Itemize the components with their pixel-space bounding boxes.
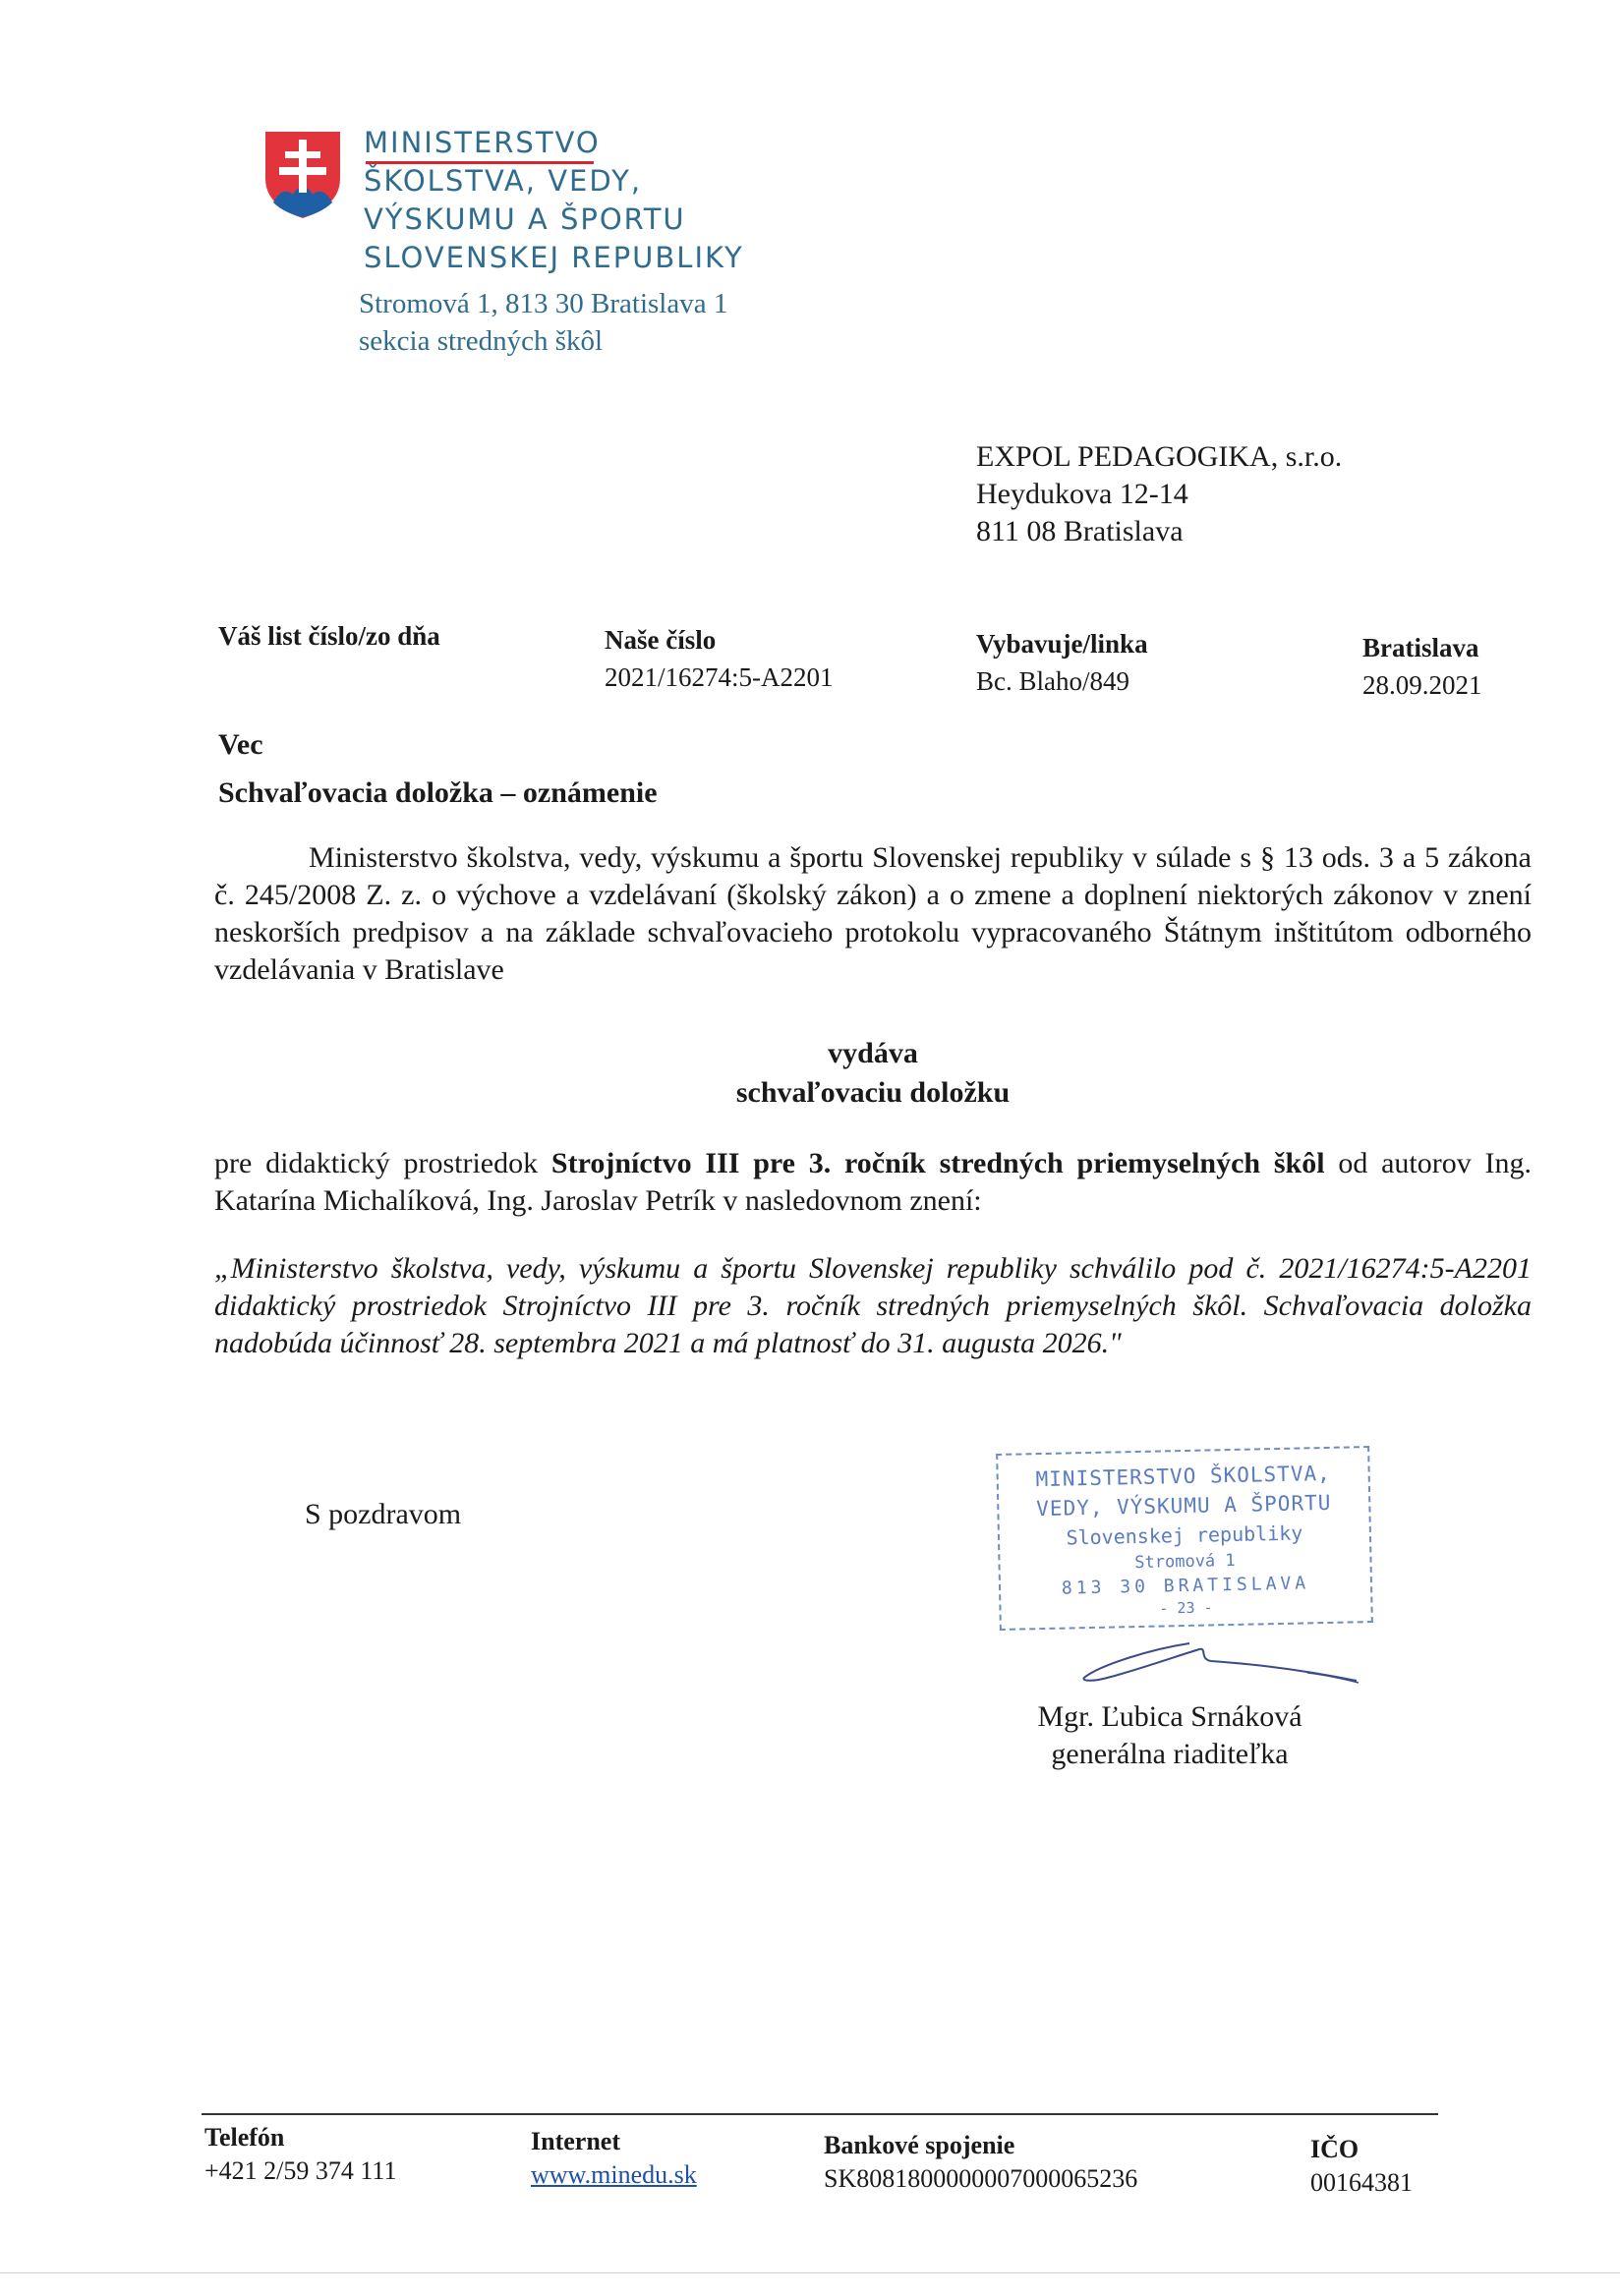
ref-our-number — [605, 621, 834, 696]
ministry-name-line: SLOVENSKEJ REPUBLIKY — [364, 241, 744, 274]
greeting: S pozdravom — [305, 1498, 462, 1530]
ministry-address — [359, 285, 727, 360]
footer-bank — [824, 2129, 1137, 2196]
address-line: sekcia stredných škôl — [359, 325, 604, 357]
subject-title: Schvaľovacia doložka – oznámenie — [218, 776, 658, 809]
recipient-line: 811 08 Bratislava — [976, 515, 1184, 547]
ref-handled-by — [976, 625, 1148, 700]
subject — [218, 720, 658, 817]
footer-internet-label: Internet — [531, 2127, 620, 2155]
subject-label: Vec — [218, 728, 263, 761]
ministry-name-line: ŠKOLSTVA, VEDY, — [364, 164, 643, 198]
ref-date — [1362, 629, 1482, 704]
recipient-address — [976, 438, 1342, 550]
ref-our-number-label: Naše číslo — [605, 625, 717, 655]
stamp-line: Slovenskej republiky — [1066, 1521, 1303, 1550]
footer-phone-label: Telefón — [204, 2123, 285, 2152]
slovak-coat-of-arms-icon — [263, 130, 342, 220]
page-bottom-line — [0, 2272, 1620, 2273]
stamp-line: - 23 - — [1159, 1598, 1213, 1618]
stamp-line: 813 30 BRATISLAVA — [1061, 1573, 1310, 1599]
ref-your-letter — [218, 617, 440, 655]
footer-internet — [531, 2125, 697, 2192]
footer-ico-label: IČO — [1310, 2135, 1360, 2163]
footer-bank-value: SK8081800000007000065236 — [824, 2164, 1138, 2193]
signer — [983, 1698, 1357, 1773]
ref-your-letter-label: Váš list číslo/zo dňa — [218, 621, 440, 651]
footer-website-link[interactable]: www.minedu.sk — [531, 2160, 697, 2189]
stamp-line: Stromová 1 — [1134, 1550, 1236, 1574]
ref-handled-by-label: Vybavuje/linka — [976, 629, 1148, 659]
signature — [1071, 1632, 1366, 1691]
recipient-line: EXPOL PEDAGOGIKA, s.r.o. — [976, 440, 1343, 473]
ref-handled-by-value: Bc. Blaho/849 — [976, 666, 1129, 696]
body-paragraph-2 — [214, 1145, 1532, 1220]
address-line: Stromová 1, 813 30 Bratislava 1 — [359, 288, 728, 319]
paragraph-2-suffix: od autorov Ing. Katarína Michalíková, Ing. Jaroslav Petrík v nasledovnom znení: — [214, 1147, 1533, 1217]
issues-line: vydáva — [828, 1037, 918, 1069]
footer-phone — [204, 2121, 396, 2188]
footer-phone-value: +421 2/59 374 111 — [204, 2156, 397, 2185]
ministry-name-underline — [366, 161, 594, 164]
footer-ico-value: 00164381 — [1310, 2168, 1413, 2197]
issues-line: schvaľovaciu doložku — [735, 1076, 1011, 1109]
body-paragraph-1: Ministerstvo školstva, vedy, výskumu a športu Slovenskej republiky v súlade s § 13 ods. 3 a 5 zákona č. 245/2008 Z. z. o výchove a vzdelávaní (školský zákon) a o zmene a doplnení niektorých zákonov v znení neskorších predpisov a na základe schvaľovacieho protokolu vypracovaného Štátnym inštitútom odborného vzdelávania v Bratislave — [214, 841, 1532, 986]
issues-statement — [214, 1034, 1532, 1113]
signer-name: Mgr. Ľubica Srnáková — [1037, 1700, 1302, 1733]
ref-place-label: Bratislava — [1362, 633, 1479, 662]
stamp-line: MINISTERSTVO ŠKOLSTVA, — [1035, 1461, 1331, 1492]
ministry-name-line: MINISTERSTVO — [364, 126, 601, 159]
official-stamp — [996, 1446, 1373, 1631]
footer-bank-label: Bankové spojenie — [824, 2131, 1015, 2159]
paragraph-2-prefix: pre didaktický prostriedok — [214, 1147, 551, 1179]
ministry-name — [364, 124, 954, 277]
ref-date-value: 28.09.2021 — [1362, 670, 1482, 700]
footer-ico — [1310, 2133, 1413, 2200]
ministry-name-line: VÝSKUMU A ŠPORTU — [364, 202, 686, 236]
stamp-line: VEDY, VÝSKUMU A ŠPORTU — [1036, 1490, 1332, 1521]
recipient-line: Heydukova 12-14 — [976, 478, 1188, 510]
ref-our-number-value: 2021/16274:5-A2201 — [605, 662, 834, 692]
signer-title: generálna riaditeľka — [1051, 1738, 1289, 1770]
footer-divider — [202, 2113, 1438, 2115]
approval-quote: „Ministerstvo školstva, vedy, výskumu a športu Slovenskej republiky schválilo pod č. 2021/16274:5-A2201 didaktický prostriedok Strojníctvo III pre 3. ročník stredných priemyselných škôl. Schvaľovacia doložka nadobúda účinnosť 28. septembra 2021 a má platnosť do 31. augusta 2026." — [214, 1252, 1532, 1359]
textbook-title: Strojníctvo III pre 3. ročník stredných priemyselných škôl — [550, 1147, 1325, 1179]
